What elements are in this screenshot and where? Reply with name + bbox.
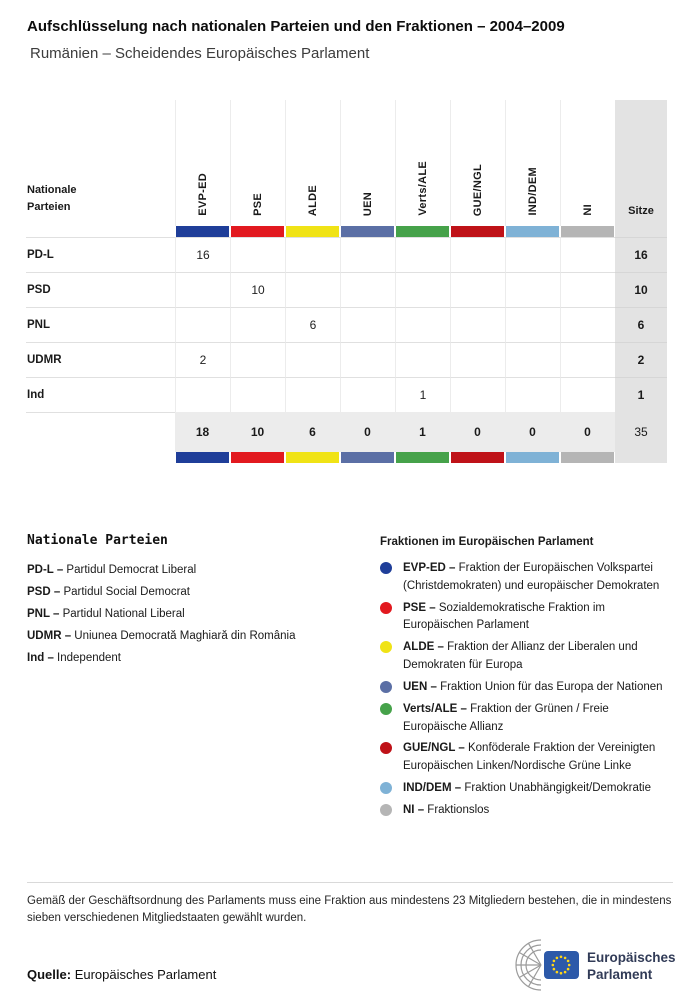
column-header-gue-ngl: GUE/NGL (450, 100, 505, 226)
table-cell: 16 (175, 237, 230, 272)
table-cell (285, 342, 340, 377)
row-seats-total: 16 (615, 237, 667, 272)
spacer-cell (26, 226, 175, 237)
legend-group-item: UEN – Fraktion Union für das Europa der Nationen (380, 679, 673, 697)
legend-group-item: Verts/ALE – Fraktion der Grünen / Freie Europäische Allianz (380, 701, 673, 737)
group-color-dot (380, 703, 392, 715)
legend-party-item: UDMR – Uniunea Democrată Maghiară din România (27, 629, 296, 642)
legend-group-item: IND/DEM – Fraktion Unabhängigkeit/Demokratie (380, 780, 673, 798)
group-color-bar (560, 452, 615, 463)
table-cell (340, 342, 395, 377)
group-total: 1 (395, 412, 450, 452)
table-cell (395, 342, 450, 377)
table-cell (285, 377, 340, 412)
group-color-bar (230, 226, 285, 237)
table-cell (175, 377, 230, 412)
table-cell (560, 307, 615, 342)
group-color-bar (395, 452, 450, 463)
table-cell (505, 237, 560, 272)
table-cell: 10 (230, 272, 285, 307)
group-total: 6 (285, 412, 340, 452)
eu-flag (544, 951, 579, 979)
group-color-bar (230, 452, 285, 463)
table-cell (230, 237, 285, 272)
table-cell: 2 (175, 342, 230, 377)
party-name: UDMR (26, 342, 175, 377)
row-seats-total: 2 (615, 342, 667, 377)
table-cell (395, 237, 450, 272)
table-cell (340, 237, 395, 272)
table-cell (505, 342, 560, 377)
legend-group-item: ALDE – Fraktion der Allianz der Liberalen und Demokraten für Europa (380, 639, 673, 675)
legend-group-item: PSE – Sozialdemokratische Fraktion im Europäischen Parlament (380, 600, 673, 636)
legend-party-item: PSD – Partidul Social Democrat (27, 585, 191, 598)
group-color-dot (380, 562, 392, 574)
table-cell (175, 272, 230, 307)
table-cell (505, 377, 560, 412)
spacer-cell (26, 412, 175, 452)
table-cell (560, 342, 615, 377)
table-cell (230, 342, 285, 377)
party-name: PNL (26, 307, 175, 342)
table-cell (285, 237, 340, 272)
table-cell (285, 272, 340, 307)
table-cell (395, 272, 450, 307)
legend-group-item: EVP-ED – Fraktion der Europäischen Volkspartei (Christdemokraten) und europäischer Demokraten (380, 560, 673, 596)
table-cell (560, 237, 615, 272)
party-name: Ind (26, 377, 175, 412)
group-color-bar (395, 226, 450, 237)
table-cell (450, 342, 505, 377)
table-cell (560, 272, 615, 307)
corner-label: Nationale Parteien (27, 183, 77, 213)
table-cell (450, 377, 505, 412)
row-seats-total: 10 (615, 272, 667, 307)
group-total: 18 (175, 412, 230, 452)
spacer-cell (26, 452, 175, 463)
source-text: Europäisches Parlament (74, 967, 217, 982)
table-cell (450, 307, 505, 342)
seats-table (26, 100, 667, 463)
group-color-bar (340, 226, 395, 237)
group-color-bar (505, 226, 560, 237)
column-header-verts-ale: Verts/ALE (395, 100, 450, 226)
column-header-evp-ed: EVP-ED (175, 100, 230, 226)
logo-wordmark-line1: Europäisches (587, 950, 675, 965)
legend-groups-title: Fraktionen im Europäischen Parlament (380, 536, 594, 548)
table-cell (450, 272, 505, 307)
logo-wordmark-line2: Parlament (587, 967, 653, 982)
group-color-dot (380, 782, 392, 794)
column-header-uen: UEN (340, 100, 395, 226)
column-header-ni: NI (560, 100, 615, 226)
column-header-pse: PSE (230, 100, 285, 226)
table-cell (505, 307, 560, 342)
group-color-dot (380, 641, 392, 653)
group-color-bar (450, 226, 505, 237)
table-cell (340, 307, 395, 342)
hemicycle-arcs (516, 940, 541, 990)
row-seats-total: 6 (615, 307, 667, 342)
group-color-bar (175, 452, 230, 463)
page-subtitle: Rumänien – Scheidendes Europäisches Parlament (30, 45, 370, 62)
table-cell (175, 307, 230, 342)
eu-parliament-logo (505, 937, 675, 998)
table-cell (340, 272, 395, 307)
group-total: 0 (340, 412, 395, 452)
group-color-bar (450, 452, 505, 463)
table-cell (395, 307, 450, 342)
corner-cell (26, 100, 175, 226)
seats-column-spacer (615, 452, 667, 463)
group-total: 0 (450, 412, 505, 452)
legend-party-item: PNL – Partidul National Liberal (27, 607, 185, 620)
page-title: Aufschlüsselung nach nationalen Parteien und den Fraktionen – 2004–2009 (27, 18, 565, 35)
table-cell: 6 (285, 307, 340, 342)
eu-parliament-logo-svg (505, 937, 675, 993)
title-block (27, 18, 673, 62)
table-cell (505, 272, 560, 307)
legend-national-parties (27, 533, 357, 673)
group-color-bar (175, 226, 230, 237)
group-color-dot (380, 742, 392, 754)
group-color-dot (380, 602, 392, 614)
table-cell (450, 237, 505, 272)
group-total: 0 (505, 412, 560, 452)
legend-group-item: GUE/NGL – Konföderale Fraktion der Vereinigten Europäischen Linken/Nordische Grüne Linke (380, 740, 673, 776)
legend-party-item: Ind – Independent (27, 651, 121, 664)
group-total: 10 (230, 412, 285, 452)
legend-group-item: NI – Fraktionslos (380, 802, 673, 820)
seats-column-spacer (615, 226, 667, 237)
group-color-bar (560, 226, 615, 237)
column-header-seats: Sitze (615, 100, 667, 226)
source-label: Quelle: (27, 967, 72, 982)
column-header-ind-dem: IND/DEM (505, 100, 560, 226)
source-line (27, 967, 216, 982)
table-cell: 1 (395, 377, 450, 412)
group-color-bar (285, 226, 340, 237)
column-header-alde: ALDE (285, 100, 340, 226)
table-cell (230, 307, 285, 342)
row-seats-total: 1 (615, 377, 667, 412)
group-color-bar (285, 452, 340, 463)
table-cell (340, 377, 395, 412)
group-color-bar (505, 452, 560, 463)
party-name: PD-L (26, 237, 175, 272)
party-name: PSD (26, 272, 175, 307)
legend-political-groups (380, 536, 673, 824)
legend-parties-title: Nationale Parteien (27, 533, 168, 548)
grand-total-seats: 35 (615, 412, 667, 452)
group-color-dot (380, 804, 392, 816)
group-color-dot (380, 681, 392, 693)
rules-footnote: Gemäß der Geschäftsordnung des Parlaments muss eine Fraktion aus mindestens 23 Mitgliedern bestehen, die in mindestens sieben verschiedenen Mitgliedstaaten gewählt wurden. (27, 882, 673, 928)
group-total: 0 (560, 412, 615, 452)
legend-party-item: PD-L – Partidul Democrat Liberal (27, 564, 197, 576)
table-cell (230, 377, 285, 412)
group-color-bar (340, 452, 395, 463)
table-cell (560, 377, 615, 412)
